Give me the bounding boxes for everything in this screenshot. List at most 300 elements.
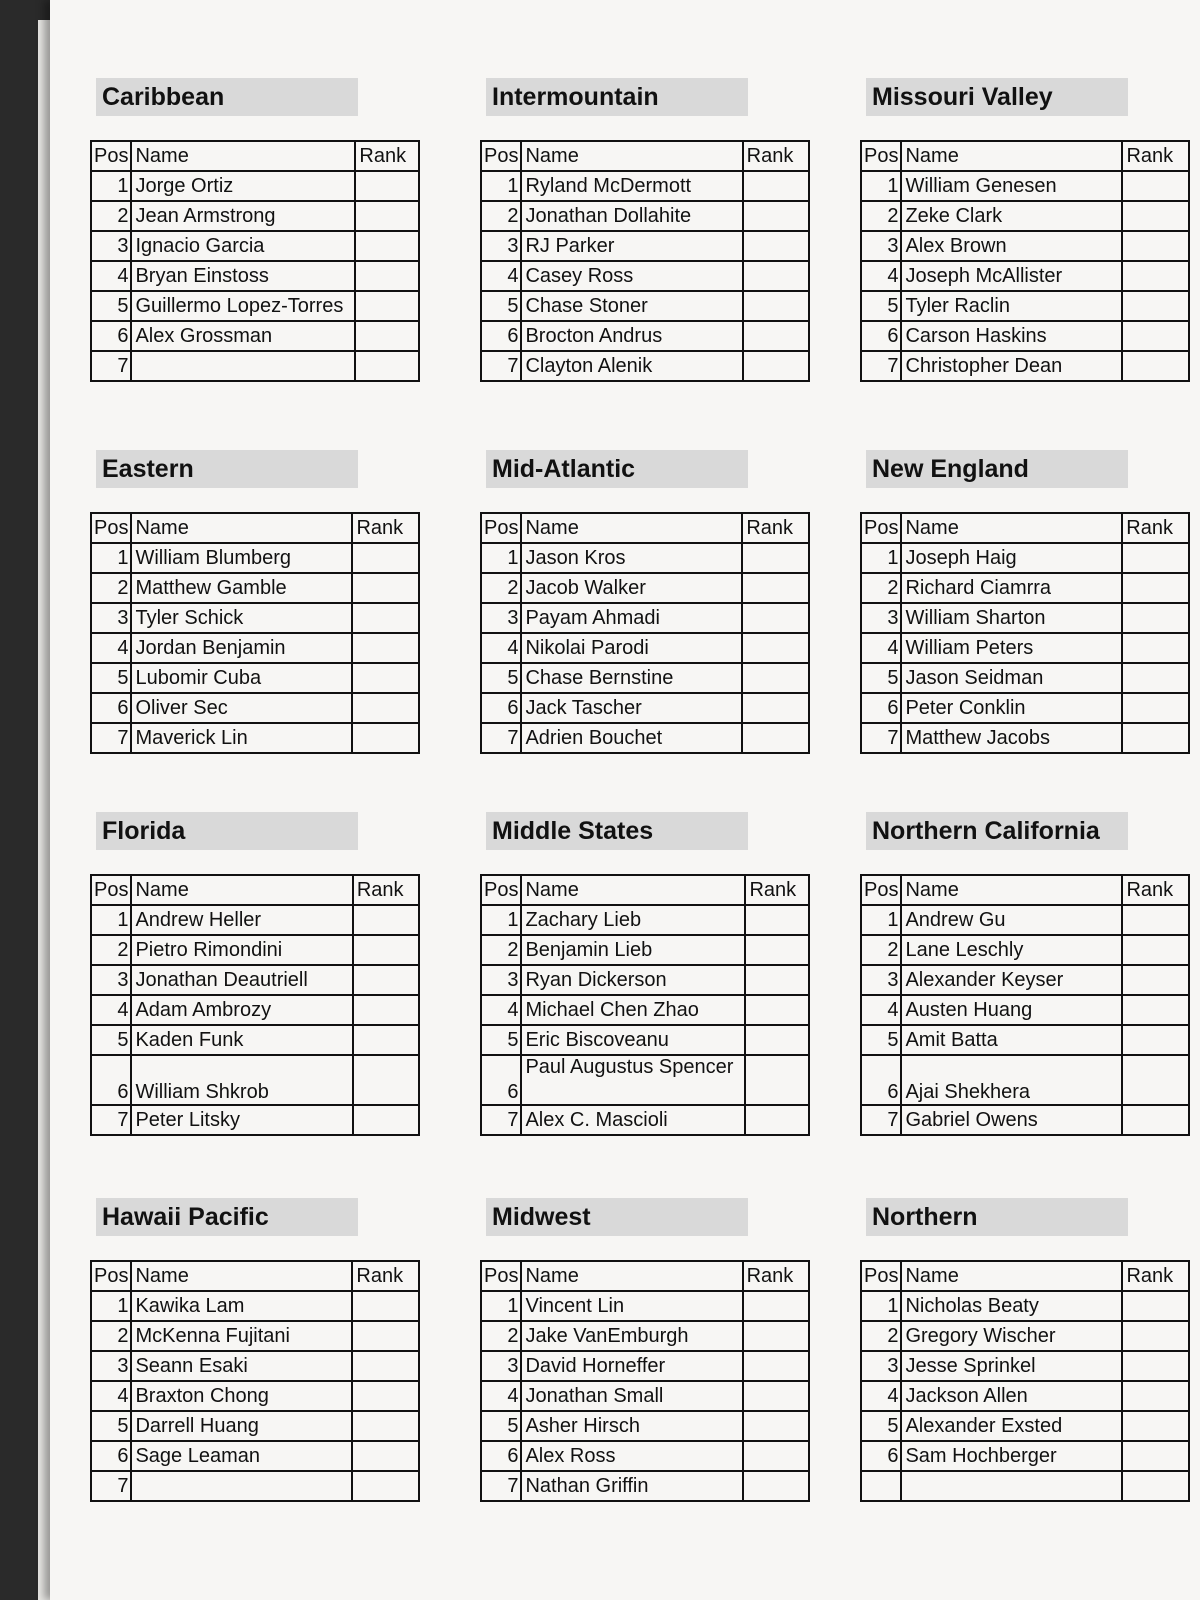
table-header-row: [861, 141, 1189, 171]
cell-name: Jesse Sprinkel: [901, 1351, 1122, 1381]
cell-rank-input[interactable]: [1122, 1321, 1189, 1351]
cell-rank-input[interactable]: [1122, 291, 1189, 321]
cell-rank-input[interactable]: [743, 1471, 809, 1501]
cell-rank-input[interactable]: [743, 1381, 809, 1411]
table-row: [481, 1471, 809, 1501]
cell-rank-input[interactable]: [355, 261, 419, 291]
cell-name: [131, 1471, 352, 1501]
cell-pos: 4: [481, 1381, 521, 1411]
cell-pos: 7: [481, 723, 521, 753]
cell-name: Nathan Griffin: [521, 1471, 742, 1501]
cell-name: Jordan Benjamin: [131, 633, 352, 663]
cell-rank-input[interactable]: [742, 543, 809, 573]
table-row: [861, 1351, 1189, 1381]
cell-name: Jorge Ortiz: [131, 171, 355, 201]
cell-name: Andrew Heller: [131, 905, 352, 935]
table-header-row: [91, 141, 419, 171]
cell-name: Darrell Huang: [131, 1411, 352, 1441]
cell-rank-input[interactable]: [1122, 231, 1189, 261]
header-pos: Pos: [481, 1261, 521, 1291]
cell-pos: 3: [481, 1351, 521, 1381]
cell-name: Zachary Lieb: [521, 905, 745, 935]
cell-rank-input[interactable]: [1122, 1025, 1189, 1055]
cell-rank-input[interactable]: [1122, 965, 1189, 995]
cell-rank-input[interactable]: [1122, 1411, 1189, 1441]
cell-rank-input[interactable]: [1122, 603, 1189, 633]
cell-name: Brocton Andrus: [521, 321, 742, 351]
cell-name: [131, 351, 355, 381]
cell-pos: 6: [481, 693, 521, 723]
cell-name: Jake VanEmburgh: [521, 1321, 742, 1351]
header-name: Name: [521, 875, 745, 905]
header-name: Name: [131, 141, 355, 171]
cell-name: Joseph McAllister: [901, 261, 1122, 291]
cell-rank-input[interactable]: [1122, 1351, 1189, 1381]
table-row: [91, 201, 419, 231]
header-name: Name: [521, 141, 742, 171]
cell-rank-input[interactable]: [352, 573, 419, 603]
cell-rank-input[interactable]: [1122, 1105, 1189, 1135]
table-row: [481, 573, 809, 603]
cell-rank-input[interactable]: [743, 1321, 809, 1351]
table-header-row: [481, 513, 809, 543]
cell-pos: 7: [861, 723, 901, 753]
cell-name: Chase Stoner: [521, 291, 742, 321]
cell-name: McKenna Fujitani: [131, 1321, 352, 1351]
cell-pos: 2: [481, 935, 521, 965]
cell-rank-input[interactable]: [743, 201, 809, 231]
cell-rank-input[interactable]: [355, 321, 419, 351]
table-row: [861, 995, 1189, 1025]
table-row: [861, 231, 1189, 261]
cell-rank-input[interactable]: [352, 1291, 419, 1321]
cell-pos: 6: [861, 693, 901, 723]
cell-rank-input[interactable]: [1122, 1441, 1189, 1471]
cell-rank-input[interactable]: [355, 291, 419, 321]
cell-name: Gabriel Owens: [901, 1105, 1122, 1135]
cell-rank-input[interactable]: [742, 723, 809, 753]
cell-rank-input[interactable]: [743, 1351, 809, 1381]
region-block: [860, 450, 1190, 754]
header-name: Name: [131, 1261, 352, 1291]
cell-rank-input[interactable]: [1122, 573, 1189, 603]
cell-name: Seann Esaki: [131, 1351, 352, 1381]
table-row: [481, 965, 809, 995]
header-pos: Pos: [481, 875, 521, 905]
cell-pos: 7: [481, 1105, 521, 1135]
table-row: [91, 573, 419, 603]
table-row: [481, 1411, 809, 1441]
roster-table: [860, 1260, 1190, 1502]
cell-pos: 2: [91, 1321, 131, 1351]
cell-name: Asher Hirsch: [521, 1411, 742, 1441]
table-row: [91, 1055, 419, 1105]
region-title: Missouri Valley: [866, 78, 1128, 116]
cell-pos: 5: [861, 1025, 901, 1055]
table-row: [481, 995, 809, 1025]
cell-rank-input[interactable]: [1122, 723, 1189, 753]
header-pos: Pos: [91, 141, 131, 171]
cell-name: Zeke Clark: [901, 201, 1122, 231]
cell-pos: 6: [91, 1441, 131, 1471]
table-row: [91, 723, 419, 753]
cell-rank-input[interactable]: [353, 995, 419, 1025]
table-header-row: [861, 1261, 1189, 1291]
cell-pos: 5: [91, 663, 131, 693]
header-rank: Rank: [1122, 513, 1189, 543]
cell-rank-input[interactable]: [352, 543, 419, 573]
cell-pos: 5: [861, 663, 901, 693]
cell-pos: 1: [91, 171, 131, 201]
cell-name: Amit Batta: [901, 1025, 1122, 1055]
cell-rank-input[interactable]: [355, 231, 419, 261]
cell-rank-input[interactable]: [1122, 995, 1189, 1025]
cell-rank-input[interactable]: [1122, 663, 1189, 693]
cell-rank-input[interactable]: [352, 1351, 419, 1381]
cell-name: William Genesen: [901, 171, 1122, 201]
cell-pos: 5: [481, 663, 521, 693]
cell-rank-input[interactable]: [1122, 201, 1189, 231]
cell-name: Carson Haskins: [901, 321, 1122, 351]
header-pos: Pos: [861, 1261, 901, 1291]
cell-pos: 3: [481, 965, 521, 995]
header-name: Name: [901, 1261, 1122, 1291]
cell-rank-input[interactable]: [742, 573, 809, 603]
cell-pos: 7: [91, 723, 131, 753]
cell-pos: 1: [861, 1291, 901, 1321]
cell-rank-input[interactable]: [1122, 935, 1189, 965]
table-row: [481, 321, 809, 351]
cell-pos: 1: [861, 543, 901, 573]
cell-rank-input[interactable]: [1122, 1055, 1189, 1105]
cell-rank-input[interactable]: [353, 935, 419, 965]
cell-rank-input[interactable]: [745, 965, 809, 995]
table-row: [91, 1105, 419, 1135]
header-pos: Pos: [861, 875, 901, 905]
region-title: Mid-Atlantic: [486, 450, 748, 488]
roster-table: [90, 874, 420, 1136]
cell-rank-input[interactable]: [352, 663, 419, 693]
region-block: [90, 812, 420, 1136]
cell-rank-input[interactable]: [745, 995, 809, 1025]
cell-rank-input[interactable]: [743, 351, 809, 381]
region-title: Midwest: [486, 1198, 748, 1236]
cell-name: William Blumberg: [131, 543, 352, 573]
region-block: [480, 450, 810, 754]
table-row: [481, 633, 809, 663]
region-title: Caribbean: [96, 78, 358, 116]
table-row: [861, 261, 1189, 291]
table-row: [861, 1471, 1189, 1501]
roster-table: [90, 512, 420, 754]
cell-rank-input[interactable]: [743, 291, 809, 321]
cell-pos: 2: [861, 1321, 901, 1351]
cell-name: RJ Parker: [521, 231, 742, 261]
cell-name: Clayton Alenik: [521, 351, 742, 381]
table-header-row: [481, 875, 809, 905]
header-pos: Pos: [481, 513, 521, 543]
cell-name: Lane Leschly: [901, 935, 1122, 965]
table-row: [91, 1291, 419, 1321]
cell-pos: 1: [861, 171, 901, 201]
cell-rank-input[interactable]: [1122, 261, 1189, 291]
cell-rank-input[interactable]: [742, 603, 809, 633]
cell-pos: 6: [91, 1055, 131, 1105]
table-row: [861, 603, 1189, 633]
table-row: [861, 905, 1189, 935]
table-row: [91, 1025, 419, 1055]
roster-table: [480, 140, 810, 382]
roster-table: [860, 874, 1190, 1136]
region-block: [480, 78, 810, 382]
region-block: [90, 78, 420, 382]
table-row: [481, 1441, 809, 1471]
cell-name: Matthew Jacobs: [901, 723, 1122, 753]
cell-rank-input[interactable]: [1122, 1471, 1189, 1501]
table-row: [861, 351, 1189, 381]
cell-name: Nikolai Parodi: [521, 633, 742, 663]
cell-rank-input[interactable]: [352, 1321, 419, 1351]
table-row: [481, 905, 809, 935]
table-row: [481, 201, 809, 231]
cell-pos: 6: [91, 321, 131, 351]
table-row: [861, 693, 1189, 723]
cell-pos: 1: [481, 905, 521, 935]
header-pos: Pos: [91, 513, 131, 543]
cell-pos: 3: [91, 603, 131, 633]
cell-name: Chase Bernstine: [521, 663, 742, 693]
cell-rank-input[interactable]: [1122, 1381, 1189, 1411]
cell-name: Eric Biscoveanu: [521, 1025, 745, 1055]
cell-rank-input[interactable]: [745, 1025, 809, 1055]
cell-rank-input[interactable]: [352, 1381, 419, 1411]
cell-name: Lubomir Cuba: [131, 663, 352, 693]
cell-name: Alexander Keyser: [901, 965, 1122, 995]
cell-rank-input[interactable]: [1122, 543, 1189, 573]
cell-name: Payam Ahmadi: [521, 603, 742, 633]
cell-name: William Shkrob: [131, 1055, 352, 1105]
table-row: [861, 965, 1189, 995]
region-block: [90, 1198, 420, 1502]
table-row: [481, 1055, 809, 1105]
cell-name: Jack Tascher: [521, 693, 742, 723]
cell-name: Alex C. Mascioli: [521, 1105, 745, 1135]
cell-rank-input[interactable]: [355, 351, 419, 381]
table-header-row: [861, 875, 1189, 905]
cell-rank-input[interactable]: [352, 603, 419, 633]
header-name: Name: [901, 513, 1122, 543]
table-row: [861, 1105, 1189, 1135]
cell-rank-input[interactable]: [353, 905, 419, 935]
table-header-row: [481, 1261, 809, 1291]
cell-rank-input[interactable]: [743, 261, 809, 291]
region-title: Intermountain: [486, 78, 748, 116]
cell-pos: 5: [861, 291, 901, 321]
cell-rank-input[interactable]: [745, 935, 809, 965]
cell-pos: 4: [861, 261, 901, 291]
cell-rank-input[interactable]: [352, 633, 419, 663]
cell-pos: 3: [481, 603, 521, 633]
cell-name: [901, 1471, 1122, 1501]
cell-pos: 3: [861, 965, 901, 995]
region-block: [90, 450, 420, 754]
roster-table: [90, 1260, 420, 1502]
cell-rank-input[interactable]: [352, 1471, 419, 1501]
header-rank: Rank: [353, 875, 419, 905]
cell-rank-input[interactable]: [352, 693, 419, 723]
roster-table: [860, 512, 1190, 754]
roster-sheet: [50, 0, 1200, 1600]
cell-rank-input[interactable]: [1122, 351, 1189, 381]
cell-name: Pietro Rimondini: [131, 935, 352, 965]
cell-pos: 3: [91, 1351, 131, 1381]
region-title: Northern California: [866, 812, 1128, 850]
table-row: [861, 633, 1189, 663]
cell-name: Braxton Chong: [131, 1381, 352, 1411]
cell-pos: 7: [481, 351, 521, 381]
cell-pos: 2: [861, 201, 901, 231]
cell-pos: 1: [91, 543, 131, 573]
cell-rank-input[interactable]: [353, 965, 419, 995]
cell-rank-input[interactable]: [745, 1105, 809, 1135]
table-row: [91, 663, 419, 693]
cell-rank-input[interactable]: [743, 1441, 809, 1471]
table-row: [861, 723, 1189, 753]
cell-rank-input[interactable]: [745, 1055, 809, 1105]
cell-rank-input[interactable]: [742, 693, 809, 723]
table-row: [91, 1321, 419, 1351]
table-row: [91, 603, 419, 633]
cell-name: Matthew Gamble: [131, 573, 352, 603]
cell-name: William Peters: [901, 633, 1122, 663]
cell-name: Jonathan Deautriell: [131, 965, 352, 995]
cell-pos: 5: [91, 1025, 131, 1055]
region-title: Middle States: [486, 812, 748, 850]
table-row: [91, 1441, 419, 1471]
cell-rank-input[interactable]: [353, 1025, 419, 1055]
table-row: [861, 171, 1189, 201]
table-row: [861, 1411, 1189, 1441]
table-row: [481, 291, 809, 321]
cell-pos: 3: [91, 965, 131, 995]
cell-rank-input[interactable]: [743, 1411, 809, 1441]
cell-rank-input[interactable]: [743, 231, 809, 261]
cell-rank-input[interactable]: [352, 723, 419, 753]
cell-name: Sage Leaman: [131, 1441, 352, 1471]
cell-name: Vincent Lin: [521, 1291, 742, 1321]
table-row: [481, 1291, 809, 1321]
cell-pos: 7: [861, 351, 901, 381]
cell-rank-input[interactable]: [743, 1291, 809, 1321]
cell-name: Oliver Sec: [131, 693, 352, 723]
cell-name: Jason Kros: [521, 543, 742, 573]
table-row: [91, 995, 419, 1025]
cell-pos: 2: [861, 935, 901, 965]
header-name: Name: [131, 513, 352, 543]
table-row: [861, 1055, 1189, 1105]
table-row: [861, 1291, 1189, 1321]
region-block: [480, 1198, 810, 1502]
cell-name: Sam Hochberger: [901, 1441, 1122, 1471]
cell-rank-input[interactable]: [1122, 171, 1189, 201]
cell-rank-input[interactable]: [352, 1411, 419, 1441]
cell-pos: 4: [481, 633, 521, 663]
cell-pos: 5: [861, 1411, 901, 1441]
table-row: [861, 1381, 1189, 1411]
cell-name: Peter Litsky: [131, 1105, 352, 1135]
cell-rank-input[interactable]: [355, 171, 419, 201]
table-row: [861, 935, 1189, 965]
table-row: [861, 663, 1189, 693]
cell-rank-input[interactable]: [355, 201, 419, 231]
cell-name: Tyler Raclin: [901, 291, 1122, 321]
cell-rank-input[interactable]: [353, 1105, 419, 1135]
cell-rank-input[interactable]: [1122, 905, 1189, 935]
cell-rank-input[interactable]: [1122, 633, 1189, 663]
table-row: [91, 693, 419, 723]
cell-pos: 4: [91, 995, 131, 1025]
cell-pos: 7: [91, 1105, 131, 1135]
cell-name: Joseph Haig: [901, 543, 1122, 573]
cell-name: Richard Ciamrra: [901, 573, 1122, 603]
table-row: [861, 1441, 1189, 1471]
cell-pos: 7: [861, 1105, 901, 1135]
region-block: [860, 78, 1190, 382]
table-row: [481, 603, 809, 633]
cell-name: Adrien Bouchet: [521, 723, 742, 753]
cell-pos: 4: [861, 1381, 901, 1411]
table-row: [481, 261, 809, 291]
header-rank: Rank: [352, 1261, 419, 1291]
cell-rank-input[interactable]: [353, 1055, 419, 1105]
table-header-row: [481, 141, 809, 171]
cell-pos: 2: [481, 573, 521, 603]
region-title: Northern: [866, 1198, 1128, 1236]
cell-pos: 4: [91, 261, 131, 291]
cell-rank-input[interactable]: [352, 1441, 419, 1471]
cell-name: William Sharton: [901, 603, 1122, 633]
cell-rank-input[interactable]: [743, 321, 809, 351]
table-row: [481, 1105, 809, 1135]
table-row: [481, 1381, 809, 1411]
cell-rank-input[interactable]: [745, 905, 809, 935]
cell-pos: 5: [91, 1411, 131, 1441]
cell-name: Alex Ross: [521, 1441, 742, 1471]
cell-rank-input[interactable]: [743, 171, 809, 201]
table-row: [861, 321, 1189, 351]
cell-pos: 1: [861, 905, 901, 935]
header-name: Name: [131, 875, 352, 905]
table-row: [91, 321, 419, 351]
table-row: [481, 171, 809, 201]
cell-rank-input[interactable]: [1122, 321, 1189, 351]
header-rank: Rank: [743, 1261, 809, 1291]
table-row: [481, 231, 809, 261]
header-name: Name: [901, 875, 1122, 905]
header-pos: Pos: [861, 513, 901, 543]
table-row: [91, 351, 419, 381]
cell-rank-input[interactable]: [1122, 693, 1189, 723]
cell-rank-input[interactable]: [1122, 1291, 1189, 1321]
table-row: [861, 291, 1189, 321]
cell-pos: 2: [91, 935, 131, 965]
cell-rank-input[interactable]: [742, 633, 809, 663]
cell-pos: 2: [91, 573, 131, 603]
table-row: [861, 201, 1189, 231]
cell-rank-input[interactable]: [742, 663, 809, 693]
table-row: [481, 1025, 809, 1055]
cell-pos: 7: [91, 351, 131, 381]
